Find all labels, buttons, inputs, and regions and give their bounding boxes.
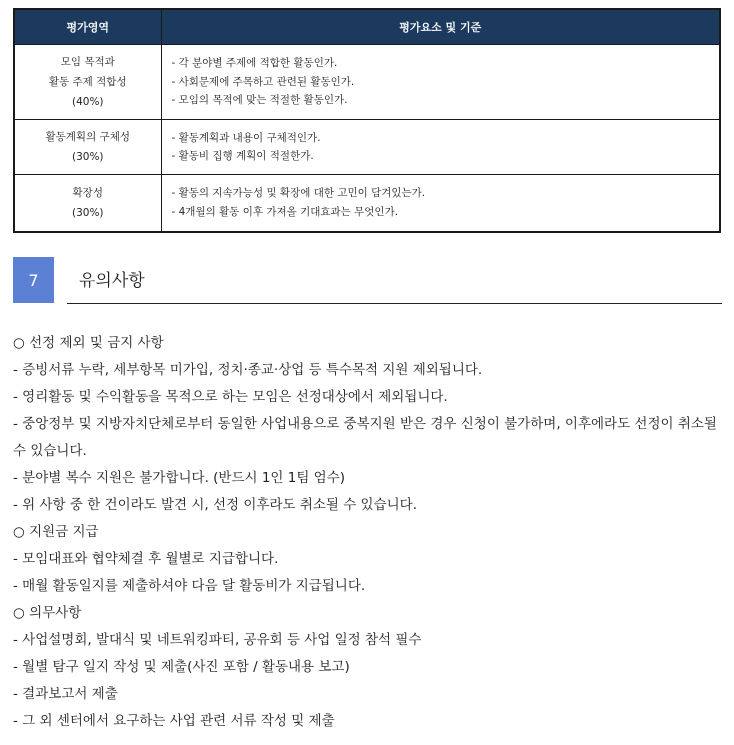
notes-heading: ○ 지원금 지급	[13, 524, 99, 540]
header-evaluation-criteria: 평가요소 및 기준	[161, 9, 720, 45]
notes-item: - 위 사항 중 한 건이라도 발견 시, 선정 이후라도 취소될 수 있습니다.	[13, 497, 418, 513]
area-cell	[14, 120, 161, 175]
notes-item: - 월별 탐구 일지 작성 및 제출(사진 포함 / 활동내용 보고)	[13, 659, 350, 675]
notes-item: - 영리활동 및 수익활동을 목적으로 하는 모임은 선정대상에서 제외됩니다.	[13, 389, 448, 405]
notes-list	[13, 330, 723, 735]
table-row	[14, 45, 720, 120]
criteria-item: - 모임의 목적에 맞는 적절한 활동인가.	[171, 94, 348, 107]
section-number-badge: 7	[13, 257, 54, 303]
area-weight: (30%)	[71, 206, 104, 219]
evaluation-table	[13, 8, 721, 233]
criteria-item: - 활동비 집행 계획이 적절한가.	[171, 150, 314, 162]
area-weight: (30%)	[71, 151, 104, 163]
area-cell	[14, 175, 161, 232]
criteria-item: - 활동계획과 내용이 구체적인가.	[171, 131, 321, 144]
criteria-item: - 4개월의 활동 이후 가져올 기대효과는 무엇인가.	[171, 205, 399, 218]
notes-item: - 증빙서류 누락, 세부항목 미가입, 정치·종교·상업 등 특수목적 지원 제외됩니다.	[13, 362, 483, 378]
notes-heading: ○ 선정 제외 및 금지 사항	[13, 335, 164, 351]
table-row	[14, 120, 720, 175]
notes-item: - 분야별 복수 지원은 불가합니다. (반드시 1인 1팀 엄수)	[13, 470, 346, 486]
notes-item: - 사업설명회, 발대식 및 네트워킹파티, 공유회 등 사업 일정 참석 필수	[13, 632, 422, 648]
table-row	[14, 175, 720, 232]
criteria-cell	[161, 175, 720, 232]
section-title: 유의사항	[79, 271, 145, 291]
area-line: 확장성	[72, 186, 103, 199]
section-divider	[67, 303, 722, 304]
criteria-cell	[161, 120, 720, 175]
notes-item: - 중앙정부 및 지방자치단체로부터 동일한 사업내용으로 중복지원 받은 경우 신청이 불가하며, 이후에라도 선정이 취소될 수 있습니다.	[13, 416, 717, 459]
area-weight: (40%)	[71, 96, 104, 108]
area-cell	[14, 45, 161, 120]
area-line: 활동 주제 적합성	[48, 76, 127, 88]
criteria-cell	[161, 45, 720, 120]
area-line: 모임 목적과	[60, 56, 115, 68]
notes-item: - 매월 활동일지를 제출하셔야 다음 달 활동비가 지급됩니다.	[13, 578, 366, 594]
table-header-row	[14, 9, 720, 45]
notes-item: - 결과보고서 제출	[13, 686, 118, 702]
criteria-item: - 활동의 지속가능성 및 확장에 대한 고민이 담겨있는가.	[171, 187, 426, 200]
notes-item: - 모임대표와 협약체결 후 월별로 지급합니다.	[13, 551, 279, 567]
notes-heading: ○ 의무사항	[13, 605, 82, 621]
notes-item: - 그 외 센터에서 요구하는 사업 관련 서류 작성 및 제출	[13, 713, 335, 729]
header-evaluation-area: 평가영역	[14, 9, 161, 45]
criteria-item: - 각 분야별 주제에 적합한 활동인가.	[171, 57, 338, 70]
criteria-item: - 사회문제에 주목하고 관련된 활동인가.	[171, 75, 355, 88]
area-line: 활동계획의 구체성	[45, 131, 130, 143]
